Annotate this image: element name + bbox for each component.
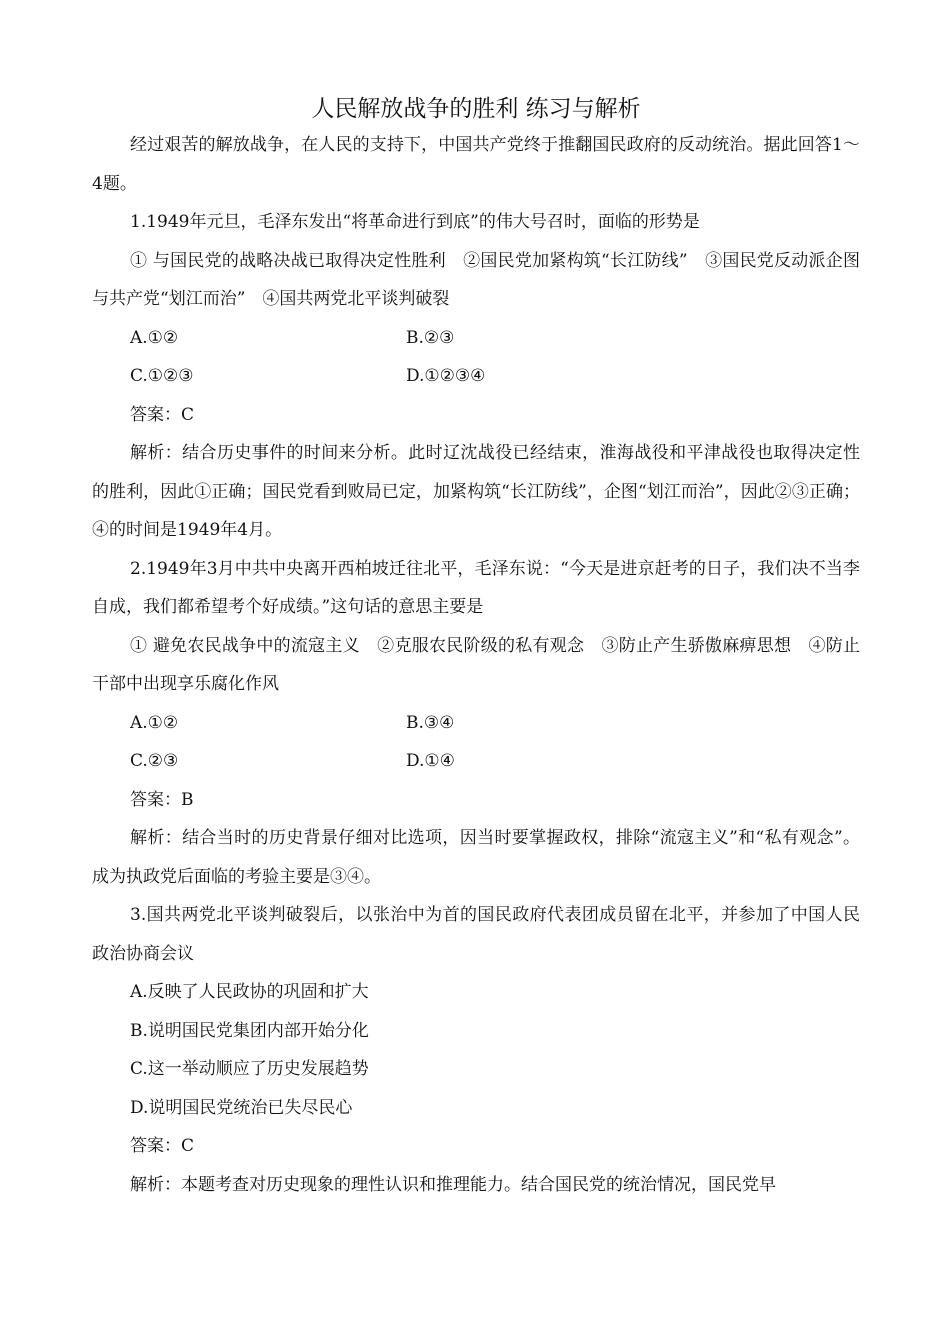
- intro-paragraph: 经过艰苦的解放战争，在人民的支持下，中国共产党终于推翻国民政府的反动统治。据此回答1～4题。: [92, 135, 860, 194]
- question-1-options-row-2: [92, 357, 860, 396]
- question-2-stem: 2.1949年3月中共中央离开西柏坡迁往北平，毛泽东说：“今天是进京赶考的日子，我们决不当李自成，我们都希望考个好成绩。”这句话的意思主要是: [92, 558, 860, 617]
- question-2-options-row-2: [92, 742, 860, 781]
- document-page: [92, 92, 860, 1204]
- question-2-answer: 答案：B: [130, 789, 194, 810]
- page-title: 人民解放战争的胜利 练习与解析: [311, 96, 641, 122]
- question-3-option-d: D.说明国民党统治已失尽民心: [130, 1097, 353, 1118]
- question-3-answer: 答案：C: [130, 1136, 195, 1156]
- question-3-stem: 3.国共两党北平谈判破裂后，以张治中为首的国民政府代表团成员留在北平，并参加了中国人民政治协商会议: [92, 905, 860, 964]
- question-2-option-c: C.②③: [130, 751, 179, 771]
- question-3-option-b: B.说明国民党集团内部开始分化: [130, 1020, 369, 1041]
- question-3-option-c: C.这一举动顺应了历史发展趋势: [130, 1059, 369, 1079]
- question-2-option-a: A.①②: [130, 712, 179, 733]
- question-3-analysis: 解析：本题考查对历史现象的理性认识和推理能力。结合国民党的统治情况，国民党早: [130, 1174, 776, 1195]
- question-2-analysis: 解析：结合当时的历史背景仔细对比选项，因当时要掌握政权，排除“流寇主义”和“私有观念”。成为执政党后面临的考验主要是③④。: [92, 828, 860, 887]
- question-2-options-row-1: [92, 704, 860, 743]
- question-1-option-c: C.①②③: [130, 366, 194, 386]
- question-1-option-a: A.①②: [130, 327, 179, 348]
- question-1-stem: 1.1949年元旦，毛泽东发出“将革命进行到底”的伟大号召时，面临的形势是: [130, 212, 700, 232]
- question-2-option-b: B.③④: [406, 712, 455, 733]
- question-2-statements: ① 避免农民战争中的流寇主义 ②克服农民阶级的私有观念 ③防止产生骄傲麻痹思想 ④防止干部中出现享乐腐化作风: [92, 635, 860, 694]
- question-3-option-a: A.反映了人民政协的巩固和扩大: [130, 982, 369, 1002]
- question-1-answer: 答案：C: [130, 404, 195, 425]
- question-1-analysis: 解析：结合历史事件的时间来分析。此时辽沈战役已经结束，淮海战役和平津战役也取得决定性的胜利，因此①正确；国民党看到败局已定，加紧构筑“长江防线”，企图“划江而治”，因此②③正确；④的时间是1949年4月。: [92, 443, 860, 540]
- question-2-option-d: D.①④: [406, 751, 455, 771]
- question-1-option-d: D.①②③④: [406, 366, 486, 386]
- question-1-option-b: B.②③: [406, 327, 455, 348]
- question-1-statements: ① 与国民党的战略决战已取得决定性胜利 ②国民党加紧构筑“长江防线” ③国民党反动派企图与共产党“划江而治” ④国共两党北平谈判破裂: [92, 250, 860, 309]
- question-1-options-row-1: [92, 319, 860, 358]
